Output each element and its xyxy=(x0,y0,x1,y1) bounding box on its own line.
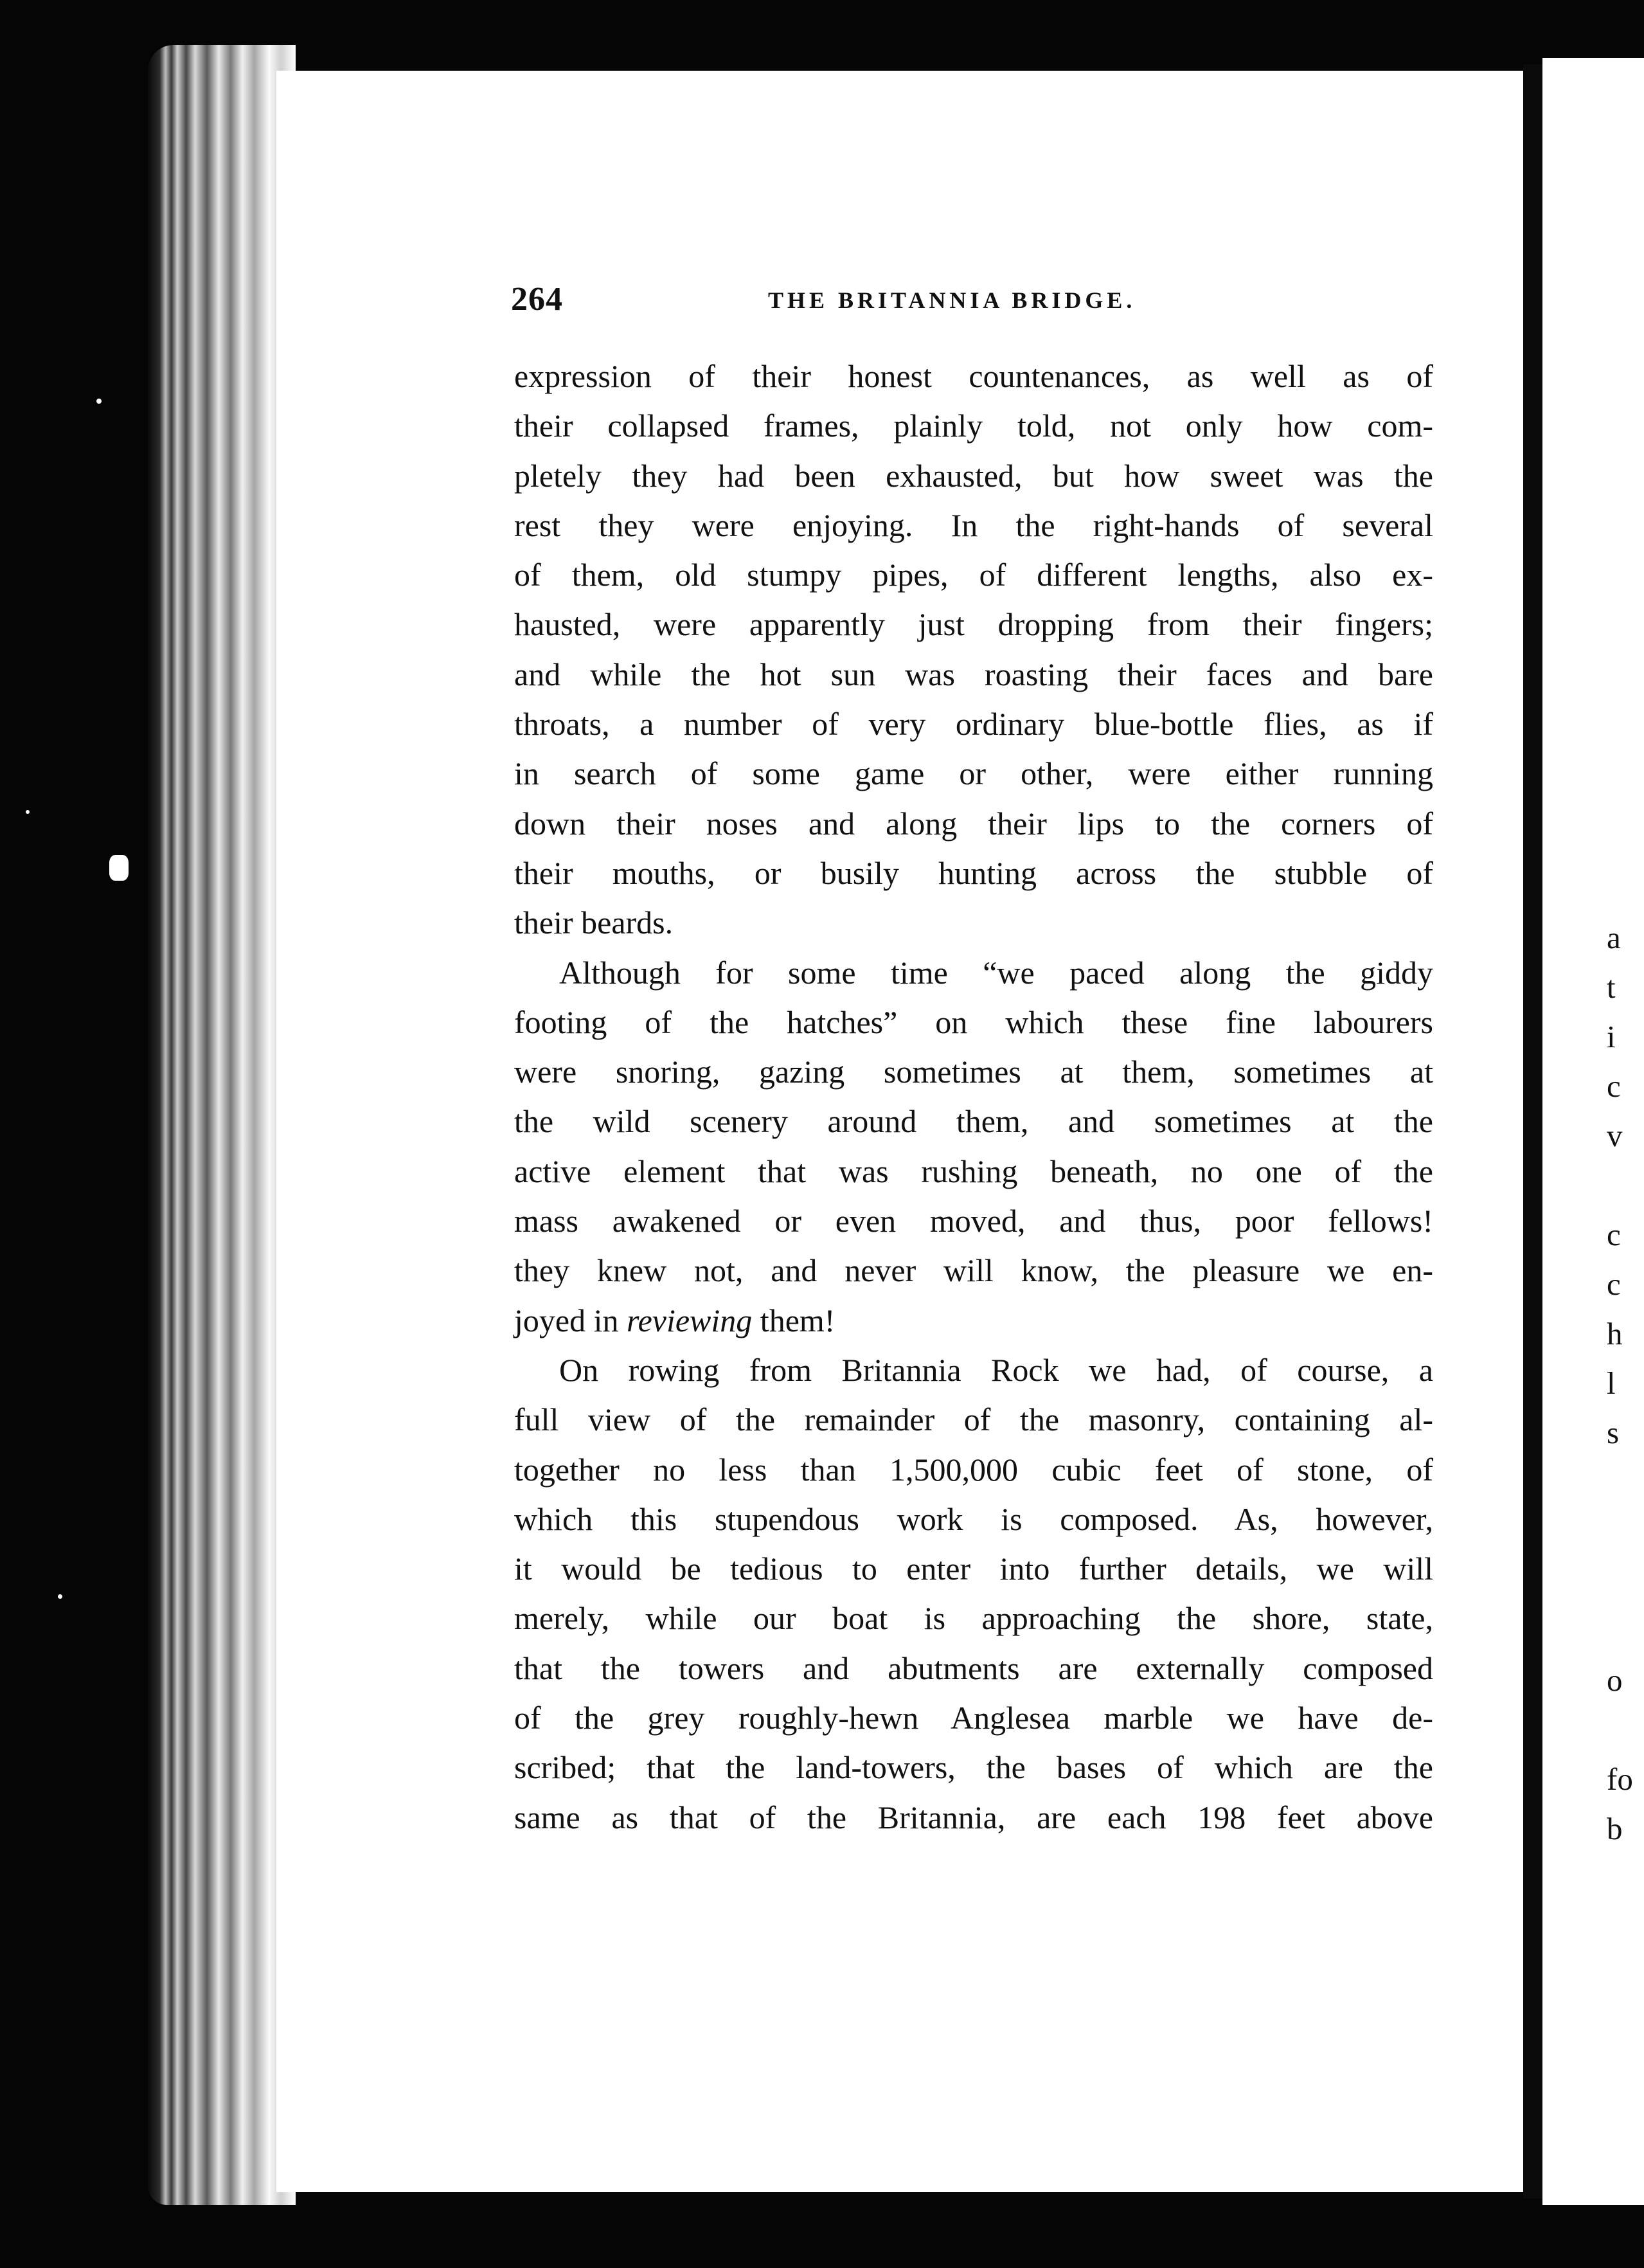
facing-page-fragment: i xyxy=(1607,1019,1616,1054)
scan-speck xyxy=(109,855,129,881)
text-line: full view of the remainder of the masonry, containing al- xyxy=(514,1401,1433,1438)
facing-page-fragment: a xyxy=(1607,920,1621,955)
facing-page-fragment: s xyxy=(1607,1415,1620,1450)
text-line: hausted, were apparently just dropping from their fingers; xyxy=(514,606,1433,643)
text-line xyxy=(514,1296,1433,1346)
book-page-edges xyxy=(148,45,296,2205)
facing-page-fragment: c xyxy=(1607,1068,1621,1104)
text-line: On rowing from Britannia Rock we had, of course, a xyxy=(559,1351,1433,1388)
scan-speck xyxy=(96,399,102,404)
page-number: 264 xyxy=(511,281,563,318)
text-line: were snoring, gazing sometimes at them, sometimes at xyxy=(514,1054,1433,1090)
running-title: THE BRITANNIA BRIDGE. xyxy=(768,287,1136,313)
facing-page-fragment: b xyxy=(1607,1811,1623,1846)
text-run: them! xyxy=(752,1302,835,1338)
facing-page-fragment: v xyxy=(1607,1118,1623,1153)
text-line: together no less than 1,500,000 cubic feet of stone, of xyxy=(514,1451,1433,1488)
text-line: that the towers and abutments are externally composed xyxy=(514,1650,1433,1686)
text-line: of the grey roughly-hewn Anglesea marble we have de- xyxy=(514,1700,1433,1736)
text-line: which this stupendous work is composed. As, however, xyxy=(514,1500,1433,1537)
text-line: mass awakened or even moved, and thus, poor fellows! xyxy=(514,1203,1433,1239)
facing-page-fragment: c xyxy=(1607,1266,1621,1302)
text-line: down their noses and along their lips to the corners of xyxy=(514,805,1433,842)
text-line: Although for some time “we paced along the giddy xyxy=(559,954,1433,991)
text-line: pletely they had been exhausted, but how sweet was the xyxy=(514,457,1433,494)
text-line: it would be tedious to enter into further details, we will xyxy=(514,1551,1433,1587)
text-line: scribed; that the land-towers, the bases of which are the xyxy=(514,1749,1433,1786)
text-line: their beards. xyxy=(514,905,674,941)
text-line: merely, while our boat is approaching the shore, state, xyxy=(514,1600,1433,1637)
text-line: they knew not, and never will know, the pleasure we en- xyxy=(514,1252,1433,1289)
text-line: of them, old stumpy pipes, of different lengths, also ex- xyxy=(514,557,1433,593)
scan-speck xyxy=(58,1594,62,1599)
text-line: their collapsed frames, plainly told, not only how com- xyxy=(514,408,1433,444)
text-line: their mouths, or busily hunting across the stubble of xyxy=(514,854,1433,891)
book-gutter xyxy=(1523,64,1542,2199)
facing-page-fragment: c xyxy=(1607,1217,1621,1252)
text-line: and while the hot sun was roasting their faces and bare xyxy=(514,656,1433,692)
facing-page-fragment: l xyxy=(1607,1365,1616,1401)
facing-page-fragment: fo xyxy=(1607,1761,1633,1797)
facing-page xyxy=(1542,58,1644,2205)
text-line: expression of their honest countenances, as well as of xyxy=(514,358,1433,394)
facing-page-fragment: h xyxy=(1607,1316,1623,1351)
text-line: rest they were enjoying. In the right-hands of several xyxy=(514,507,1433,543)
running-head xyxy=(511,280,1424,319)
scan-speck xyxy=(26,810,30,814)
text-line: the wild scenery around them, and sometimes at the xyxy=(514,1103,1433,1140)
text-line: same as that of the Britannia, are each 198 feet above xyxy=(514,1799,1433,1835)
text-run: joyed in xyxy=(514,1302,627,1338)
italic-text-run: reviewing xyxy=(626,1302,753,1338)
text-line: in search of some game or other, were either running xyxy=(514,755,1433,792)
text-line: throats, a number of very ordinary blue-bottle flies, as if xyxy=(514,706,1433,742)
facing-page-fragment: t xyxy=(1607,969,1616,1005)
body-text xyxy=(514,352,1433,1842)
text-line: active element that was rushing beneath, no one of the xyxy=(514,1153,1433,1189)
text-line: footing of the hatches” on which these fine labourers xyxy=(514,1004,1433,1040)
facing-page-fragment: o xyxy=(1607,1662,1623,1698)
